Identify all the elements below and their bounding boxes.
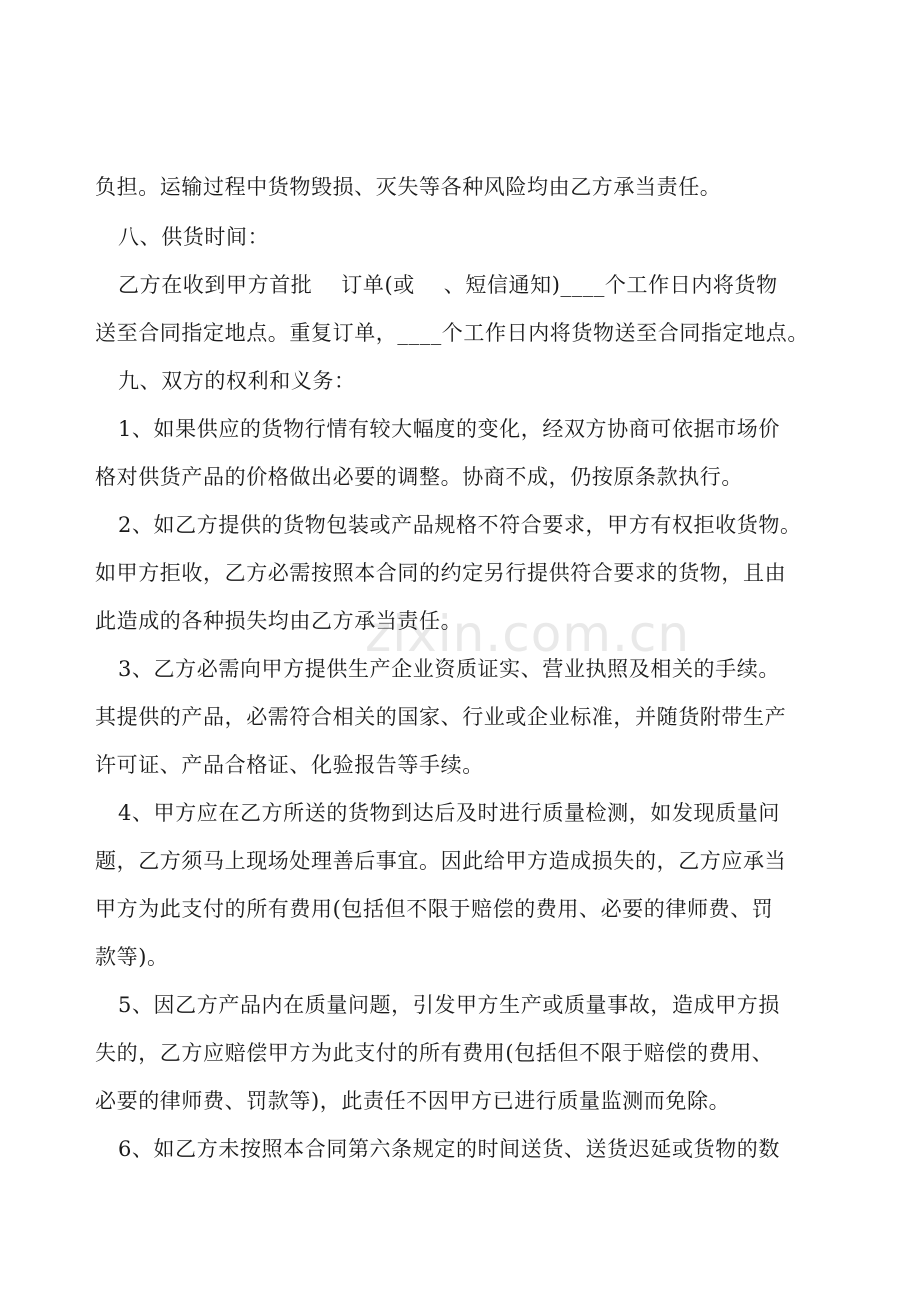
paragraph-line: 送至合同指定地点。重复订单，____个工作日内将货物送至合同指定地点。 [95,321,809,345]
clause-line: 此造成的各种损失均由乙方承当责任。 [95,609,463,633]
clause-line: 必要的律师费、罚款等)，此责任不因甲方已进行质量监测而免除。 [95,1089,731,1113]
clause-line: 2、如乙方提供的货物包装或产品规格不符合要求，甲方有权拒收货物。 [118,513,802,537]
section-heading-rights-obligations: 九、双方的权利和义务： [118,369,356,393]
clause-line: 甲方为此支付的所有费用(包括但不限于赔偿的费用、必要的律师费、罚 [95,897,774,921]
clause-line: 如甲方拒收，乙方必需按照本合同的约定另行提供符合要求的货物，且由 [95,561,787,585]
clause-line: 许可证、产品合格证、化验报告等手续。 [95,753,484,777]
clause-line: 6、如乙方未按照本合同第六条规定的时间送货、送货迟延或货物的数 [118,1137,780,1161]
clause-line: 格对供货产品的价格做出必要的调整。协商不成，仍按原条款执行。 [95,465,743,489]
clause-line: 1、如果供应的货物行情有较大幅度的变化，经双方协商可依据市场价 [118,417,780,441]
watermark: zixin.com.cn [365,605,691,663]
clause-line: 3、乙方必需向甲方提供生产企业资质证实、营业执照及相关的手续。 [118,657,780,681]
clause-line: 4、甲方应在乙方所送的货物到达后及时进行质量检测，如发现质量问 [118,801,780,825]
clause-line: 失的，乙方应赔偿甲方为此支付的所有费用(包括但不限于赔偿的费用、 [95,1041,774,1065]
clause-line: 5、因乙方产品内在质量问题，引发甲方生产或质量事故，造成甲方损 [118,993,780,1017]
clause-line: 款等)。 [95,945,169,969]
section-heading-delivery-time: 八、供货时间： [118,225,270,249]
paragraph-line: 乙方在收到甲方首批 订单(或 、短信通知)____个工作日内将货物 [118,273,778,297]
clause-line: 其提供的产品，必需符合相关的国家、行业或企业标准，并随货附带生产 [95,705,787,729]
paragraph-line: 负担。运输过程中货物毁损、灭失等各种风险均由乙方承当责任。 [95,175,722,199]
clause-line: 题，乙方须马上现场处理善后事宜。因此给甲方造成损失的，乙方应承当 [95,849,787,873]
